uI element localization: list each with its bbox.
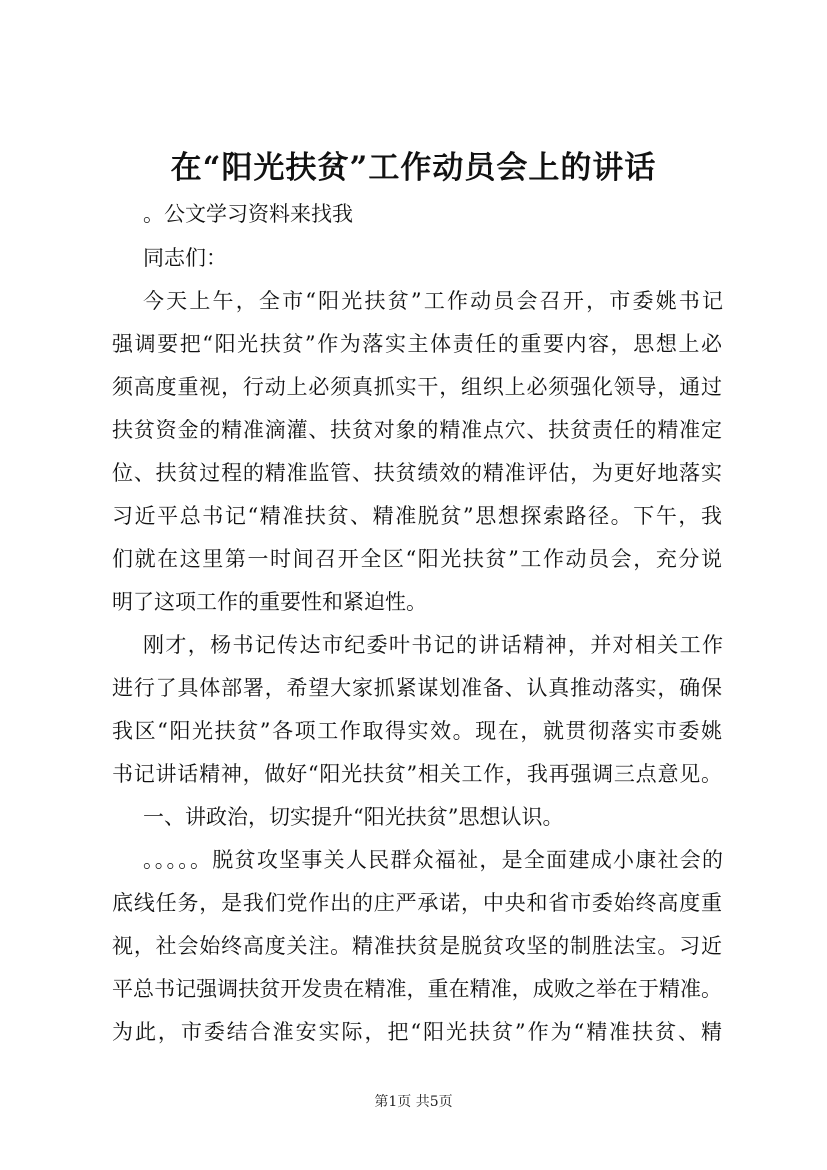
paragraph-line: 。。。。。脱贫攻坚事关人民群众福祉，是全面建成小康社会的 xyxy=(143,848,723,872)
section-heading: 一、讲政治，切实提升“阳光扶贫”思想认识。 xyxy=(143,805,564,829)
paragraph-line: 书记讲话精神，做好“阳光扶贫”相关工作，我再强调三点意见。 xyxy=(112,762,722,786)
paragraph-line: 习近平总书记“精准扶贫、精准脱贫”思想探索路径。下午，我 xyxy=(112,504,722,528)
paragraph-line: 为此，市委结合淮安实际，把“阳光扶贫”作为“精准扶贫、精 xyxy=(112,1020,722,1044)
document-title: 在“阳光扶贫”工作动员会上的讲话 xyxy=(170,150,657,186)
page-number-footer: 第1页 共5页 xyxy=(374,1094,453,1110)
paragraph-line: 今天上午，全市“阳光扶贫”工作动员会召开，市委姚书记 xyxy=(143,289,723,313)
paragraph-line: 底线任务，是我们党作出的庄严承诺，中央和省市委始终高度重 xyxy=(112,891,722,915)
paragraph-line: 们就在这里第一时间召开全区“阳光扶贫”工作动员会，充分说 xyxy=(112,547,722,571)
paragraph-line: 视，社会始终高度关注。精准扶贫是脱贫攻坚的制胜法宝。习近 xyxy=(112,934,722,958)
paragraph-line: 进行了具体部署，希望大家抓紧谋划准备、认真推动落实，确保 xyxy=(112,676,722,700)
paragraph-line: 扶贫资金的精准滴灌、扶贫对象的精准点穴、扶贫责任的精准定 xyxy=(112,418,722,442)
paragraph-line: 刚才，杨书记传达市纪委叶书记的讲话精神，并对相关工作 xyxy=(143,633,723,657)
paragraph-line: 强调要把“阳光扶贫”作为落实主体责任的重要内容，思想上必 xyxy=(112,332,722,356)
paragraph-line: 平总书记强调扶贫开发贵在精准，重在精准，成败之举在于精准。 xyxy=(112,977,722,1001)
paragraph-line: 须高度重视，行动上必须真抓实干，组织上必须强化领导，通过 xyxy=(112,375,722,399)
paragraph-line: 明了这项工作的重要性和紧迫性。 xyxy=(112,590,427,614)
paragraph-line: 位、扶贫过程的精准监管、扶贫绩效的精准评估，为更好地落实 xyxy=(112,461,722,485)
source-note: 。公文学习资料来找我 xyxy=(143,202,353,226)
salutation: 同志们： xyxy=(143,246,227,270)
paragraph-line: 我区“阳光扶贫”各项工作取得实效。现在，就贯彻落实市委姚 xyxy=(112,719,722,743)
